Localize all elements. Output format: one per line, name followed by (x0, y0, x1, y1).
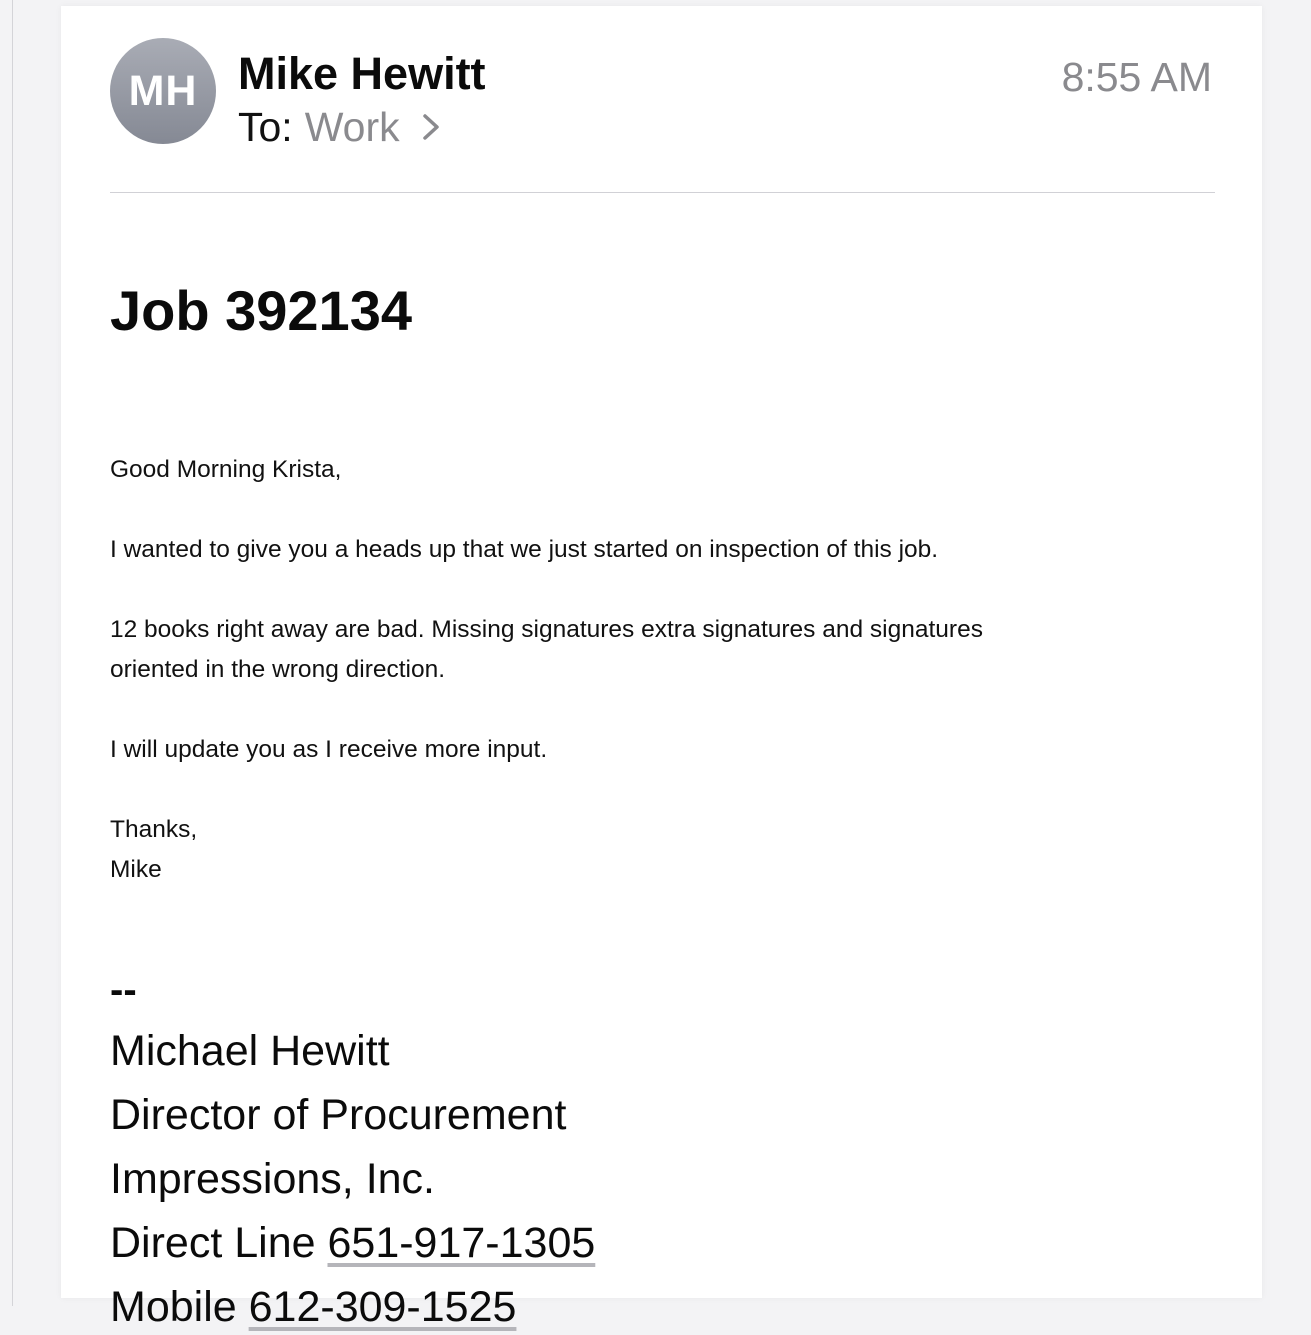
mobile-label: Mobile (110, 1283, 237, 1331)
email-message (61, 6, 1262, 1331)
header-divider (110, 192, 1215, 193)
body-line-3: I will update you as I receive more input. (110, 736, 548, 763)
signature-full-name: Michael Hewitt (110, 1027, 390, 1075)
window-edge (12, 0, 13, 1306)
recipient-row[interactable] (238, 101, 444, 153)
signature-mobile-line (110, 1279, 516, 1335)
body-greeting: Good Morning Krista, (110, 456, 342, 483)
body-line-1: I wanted to give you a heads up that we just started on inspection of this job. (110, 536, 939, 563)
message-time: 8:55 AM (1061, 54, 1212, 100)
email-subject: Job 392134 (110, 279, 412, 342)
recipient-name[interactable]: Work (304, 104, 400, 150)
body-line-2b: oriented in the wrong direction. (110, 656, 446, 683)
direct-phone-link[interactable]: 651-917-1305 (327, 1219, 596, 1267)
signature-separator: -- (110, 968, 137, 1012)
body-line-2a: 12 books right away are bad. Missing signatures extra signatures and signatures (110, 616, 983, 643)
signature-title: Director of Procurement (110, 1091, 567, 1139)
direct-line-label: Direct Line (110, 1219, 316, 1267)
sender-name[interactable]: Mike Hewitt (238, 48, 486, 99)
to-label: To: (238, 104, 293, 150)
signature-direct-line (110, 1215, 595, 1271)
chevron-right-icon[interactable] (418, 112, 444, 142)
signature-company: Impressions, Inc. (110, 1155, 435, 1203)
mobile-phone-link[interactable]: 612-309-1525 (248, 1283, 517, 1331)
body-closing: Thanks, (110, 816, 198, 843)
body-sender-name: Mike (110, 856, 162, 883)
avatar-initials: MH (128, 66, 198, 115)
sender-avatar[interactable] (110, 38, 216, 144)
